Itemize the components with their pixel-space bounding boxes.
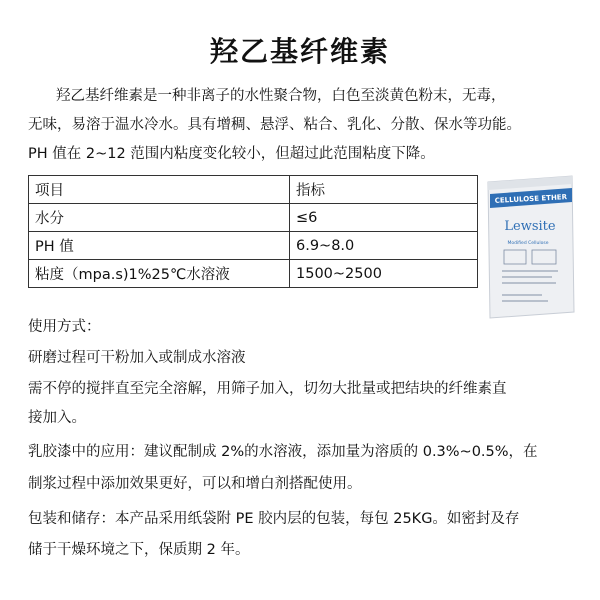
usage-line-1: 研磨过程可干粉加入或制成水溶液 [28,350,246,366]
table-cell: ≤6 [290,204,478,232]
table-cell: 粘度（mpa.s)1%25℃水溶液 [29,260,290,288]
usage-heading: 使用方式： [28,319,101,335]
table-cell: PH 值 [29,232,290,260]
pack-line-2: 储于干燥环境之下，保质期 2 年。 [28,542,250,558]
table-header-cell: 项目 [29,176,290,204]
intro-line-2: 无味，易溶于温水冷水。具有增稠、悬浮、粘合、乳化、分散、保水等功能。 [28,117,521,133]
page-title: 羟乙基纤维素 [209,35,390,68]
table-row [29,260,478,288]
table-header-cell: 指标 [290,176,478,204]
bag-sub-text: Modified Cellulose [507,241,549,246]
pack-line-1: 包装和储存：本产品采用纸袋附 PE 胶内层的包装，每包 25KG。如密封及存 [28,511,520,527]
table-header-row [29,176,478,204]
usage-line-3: 接加入。 [28,410,86,426]
spec-table [28,175,478,288]
table-row [29,232,478,260]
table-cell: 水分 [29,204,290,232]
table-cell: 6.9~8.0 [290,232,478,260]
bag-band-text: CELLULOSE ETHER [494,193,568,205]
bag-brand-text: Lewsite [504,219,556,234]
latex-line-2: 制浆过程中添加效果更好，可以和增白剂搭配使用。 [28,476,362,492]
usage-line-2: 需不停的搅拌直至完全溶解，用筛子加入，切勿大批量或把结块的纤维素直 [28,381,507,397]
intro-line-3: PH 值在 2~12 范围内粘度变化较小，但超过此范围粘度下降。 [28,146,435,162]
table-row [29,204,478,232]
table-cell: 1500~2500 [290,260,478,288]
product-bag-image [482,172,578,322]
intro-line-1: 羟乙基纤维素是一种非离子的水性聚合物，白色至淡黄色粉末，无毒， [56,88,506,104]
latex-line-1: 乳胶漆中的应用：建议配制成 2%的水溶液，添加量为溶质的 0.3%~0.5%，在 [28,444,538,460]
